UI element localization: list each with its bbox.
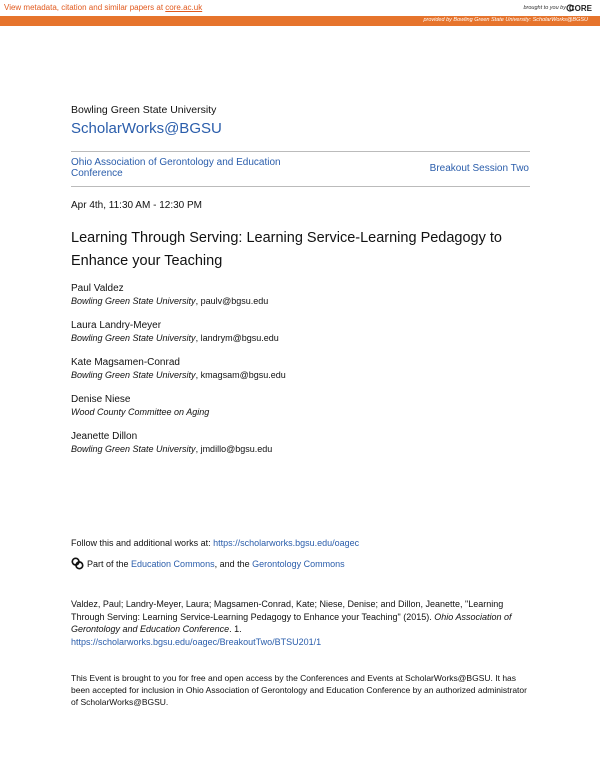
recommended-citation (71, 598, 531, 648)
divider-bottom (71, 186, 530, 187)
provided-by-text: provided by Bowling Green State University: ScholarWorks@BGSU (423, 17, 588, 23)
author-affiliation (71, 443, 531, 455)
author-email: , paulv@bgsu.edu (195, 296, 269, 306)
follow-url-link[interactable]: https://scholarworks.bgsu.edu/oagec (213, 538, 360, 548)
event-title: Learning Through Serving: Learning Service-Learning Pedagogy to Enhance your Teaching (71, 230, 502, 269)
citation-number: . 1. (229, 624, 242, 634)
part-of-prefix: Part of the (87, 558, 132, 569)
divider-top (71, 151, 530, 152)
education-commons-link[interactable]: Education Commons (131, 558, 215, 569)
author-entry (71, 320, 531, 357)
author-name: Denise Niese (71, 394, 131, 405)
repository-link[interactable]: ScholarWorks@BGSU (71, 120, 222, 137)
citation-venue: Ohio Association of Gerontology and Education Conference (71, 611, 512, 634)
author-email: , landrym@bgsu.edu (195, 333, 279, 343)
brought-to-you-text: brought to you by (523, 5, 566, 11)
affiliation-name: Bowling Green State University (71, 370, 196, 380)
institution-name: Bowling Green State University (71, 104, 217, 116)
affiliation-name: Bowling Green State University (71, 444, 196, 454)
core-link-site[interactable]: core.ac.uk (165, 3, 203, 12)
core-logo-text: CORE (568, 4, 592, 13)
follow-text: Follow this and additional works at: (71, 538, 214, 548)
conference-link[interactable]: Ohio Association of Gerontology and Education Conference (71, 157, 281, 179)
event-date: Apr 4th, 11:30 AM - 12:30 PM (71, 200, 202, 211)
affiliation-name: Bowling Green State University (71, 333, 196, 343)
author-email: , jmdillo@bgsu.edu (195, 444, 273, 454)
author-name: Paul Valdez (71, 283, 124, 294)
author-affiliation (71, 369, 531, 381)
gerontology-commons-link[interactable]: Gerontology Commons (252, 558, 345, 569)
author-list (71, 283, 531, 468)
citation-text: Valdez, Paul; Landry-Meyer, Laura; Magsamen-Conrad, Kate; Niese, Denise; and Dillon, Jeanette, "Learning Through Serving: Learning Service-Learning Pedagogy to Enhance your Teaching" (2015). (71, 599, 504, 622)
author-name: Jeanette Dillon (71, 431, 138, 442)
part-of-middle: , and the (214, 558, 253, 569)
citation-url-link[interactable]: https://scholarworks.bgsu.edu/oagec/BreakoutTwo/BTSU201/1 (71, 636, 322, 647)
core-logo[interactable] (566, 2, 592, 14)
author-email: , kmagsam@bgsu.edu (195, 370, 286, 380)
open-access-icon (71, 557, 84, 570)
author-name: Kate Magsamen-Conrad (71, 357, 180, 368)
author-name: Laura Landry-Meyer (71, 320, 162, 331)
author-entry (71, 357, 531, 394)
author-affiliation (71, 295, 531, 307)
core-metadata-link[interactable] (4, 3, 202, 12)
affiliation-name: Wood County Committee on Aging (71, 407, 210, 417)
author-entry (71, 431, 531, 468)
follow-line (71, 538, 359, 548)
author-affiliation (71, 332, 531, 344)
core-banner (0, 0, 600, 16)
author-entry (71, 283, 531, 320)
author-entry (71, 394, 531, 431)
part-of-line (71, 557, 345, 570)
core-link-prefix: View metadata, citation and similar papers at (4, 3, 166, 12)
author-affiliation (71, 406, 531, 418)
session-link[interactable]: Breakout Session Two (429, 163, 529, 174)
access-statement: This Event is brought to you for free and open access by the Conferences and Events at ScholarWorks@BGSU. It has been accepted for inclusion in Ohio Association of Gerontology and Education Conference by an authorized administrator of ScholarWorks@BGSU. (71, 673, 527, 707)
provided-by-strip (0, 16, 600, 26)
affiliation-name: Bowling Green State University (71, 296, 196, 306)
